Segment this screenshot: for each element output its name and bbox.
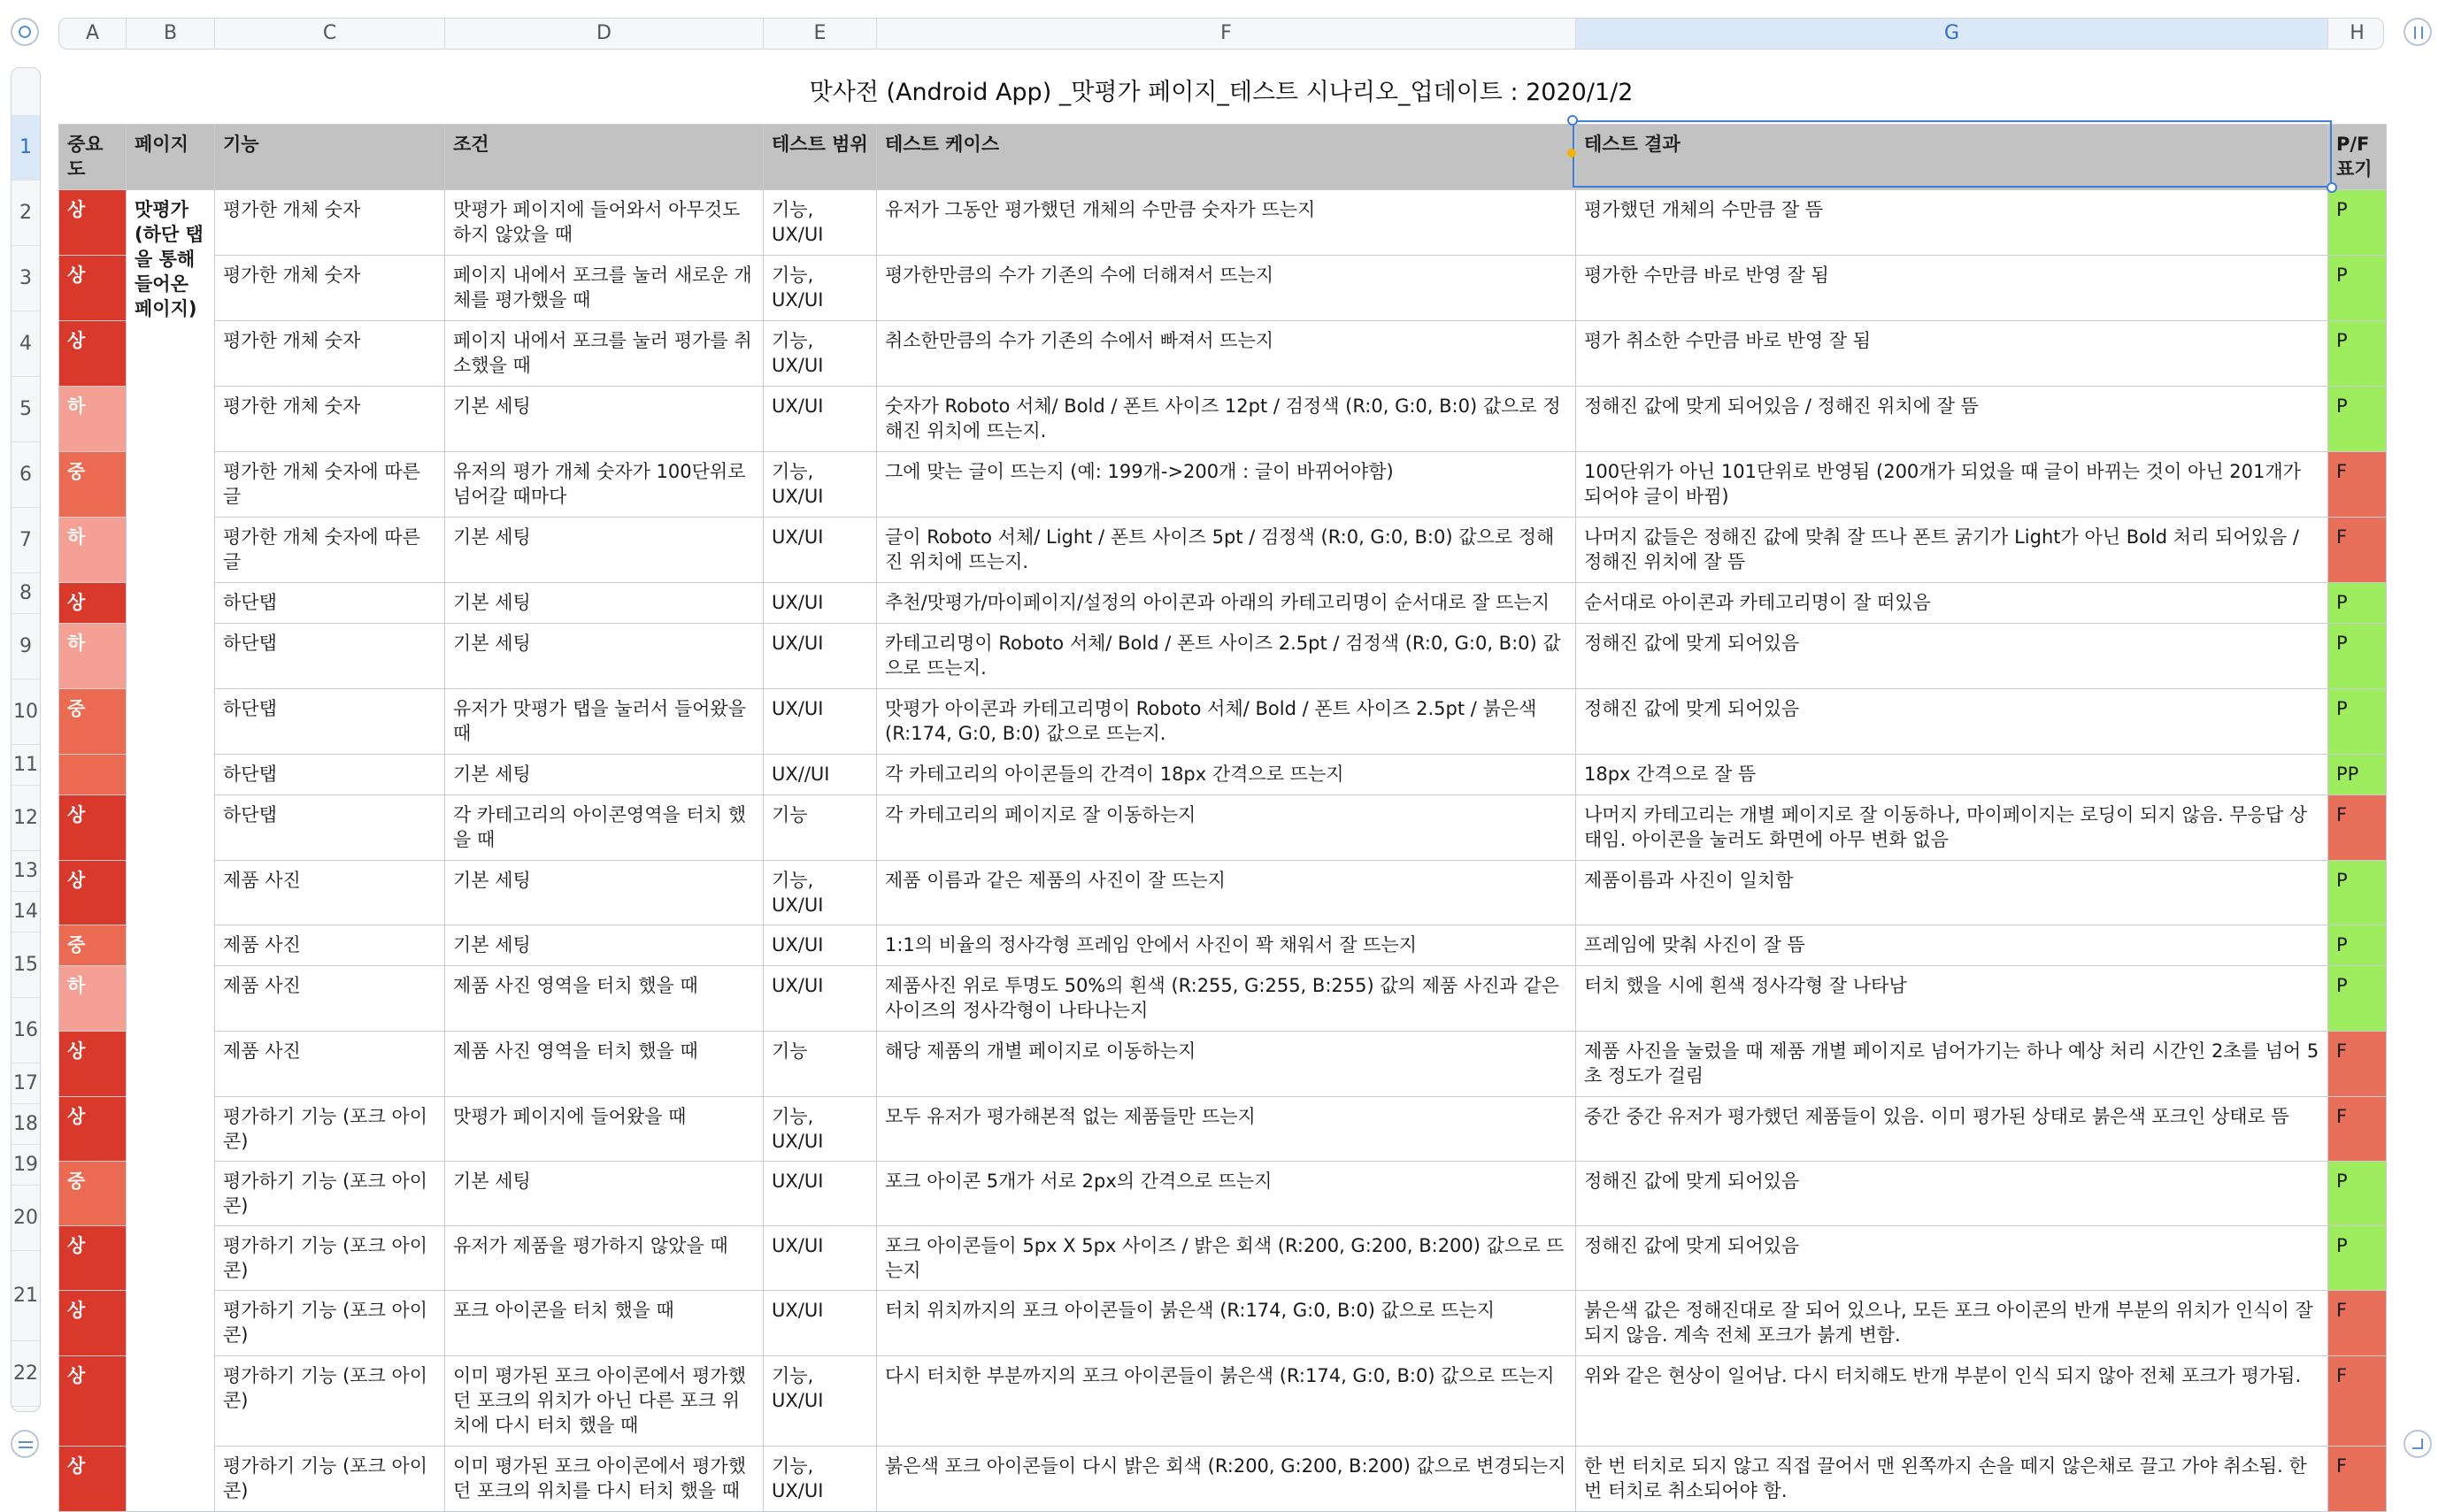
scope-cell[interactable]: UX/UI [764,689,877,755]
feature-cell[interactable]: 평가하기 기능 (포크 아이콘) [215,1226,445,1291]
test-case-cell[interactable]: 1:1의 비율의 정사각형 프레임 안에서 사진이 꽉 채워서 잘 뜨는지 [877,925,1576,966]
test-case-cell[interactable]: 포크 아이콘들이 5px X 5px 사이즈 / 밝은 회색 (R:200, G:200, B:200) 값으로 뜨는지 [877,1226,1576,1291]
freeze-rows-button[interactable] [11,1430,39,1458]
test-result-cell[interactable]: 정해진 값에 맞게 되어있음 [1576,1226,2328,1291]
condition-cell[interactable]: 기본 세팅 [445,925,764,966]
importance-cell[interactable]: 상 [59,861,127,925]
scope-cell[interactable]: 기능, UX/UI [764,1356,877,1447]
pass-fail-cell[interactable]: P [2328,1162,2387,1226]
column-header-h[interactable]: H [2328,19,2384,49]
pass-fail-cell[interactable]: P [2328,689,2387,755]
feature-cell[interactable]: 평가한 개체 숫자 [215,387,445,452]
resize-corner-icon [2412,1439,2423,1449]
test-result-cell[interactable]: 프레임에 맞춰 사진이 잘 뜸 [1576,925,2328,966]
condition-cell[interactable]: 페이지 내에서 포크를 눌러 평가를 취소했을 때 [445,321,764,387]
row-header-1[interactable]: 1 [12,115,40,180]
pass-fail-cell[interactable]: P [2328,190,2387,256]
freeze-columns-button[interactable] [2404,18,2432,46]
pass-fail-cell[interactable]: P [2328,861,2387,925]
test-result-cell[interactable]: 나머지 값들은 정해진 값에 맞춰 잘 뜨나 폰트 굵기가 Light가 아닌 Bold 처리 되어있음 / 정해진 위치에 잘 뜸 [1576,518,2328,583]
column-header-e[interactable]: E [764,19,877,49]
importance-cell[interactable]: 중 [59,452,127,518]
row-header-14[interactable]: 14 [12,892,40,933]
column-header-c[interactable]: C [215,19,445,49]
condition-cell[interactable]: 맛평가 페이지에 들어와서 아무것도 하지 않았을 때 [445,190,764,256]
test-result-cell[interactable]: 100단위가 아닌 101단위로 반영됨 (200개가 되었을 때 글이 바뀌는 것이 아닌 201개가 되어야 글이 바뀜) [1576,452,2328,518]
scope-cell[interactable]: UX/UI [764,925,877,966]
scope-cell[interactable]: 기능 [764,1032,877,1097]
header-result[interactable]: 테스트 결과 [1576,125,2328,190]
test-case-cell[interactable]: 카테고리명이 Roboto 서체/ Bold / 폰트 사이즈 2.5pt / 검정색 (R:0, G:0, B:0) 값으로 뜨는지. [877,624,1576,689]
table-row [59,518,2387,583]
test-result-cell[interactable]: 평가했던 개체의 수만큼 잘 뜸 [1576,190,2328,256]
table-row [59,1162,2387,1226]
feature-cell[interactable]: 평가하기 기능 (포크 아이콘) [215,1447,445,1512]
test-result-cell[interactable]: 붉은색 값은 정해진대로 잘 되어 있으나, 모든 포크 아이콘의 반개 부분의 위치가 인식이 잘 되지 않음. 계속 전체 포크가 붉게 변함. [1576,1291,2328,1356]
row-header-3[interactable]: 3 [12,246,40,311]
table-row [59,861,2387,925]
test-result-cell[interactable]: 위와 같은 현상이 일어남. 다시 터치해도 반개 부분이 인식 되지 않아 전체 포크가 평가됨. [1576,1356,2328,1447]
test-case-cell[interactable]: 숫자가 Roboto 서체/ Bold / 폰트 사이즈 12pt / 검정색 (R:0, G:0, B:0) 값으로 정해진 위치에 뜨는지. [877,387,1576,452]
condition-cell[interactable]: 제품 사진 영역을 터치 했을 때 [445,966,764,1032]
row-header-19[interactable]: 19 [12,1145,40,1186]
test-case-cell[interactable]: 유저가 그동안 평가했던 개체의 수만큼 숫자가 뜨는지 [877,190,1576,256]
condition-cell[interactable]: 유저가 제품을 평가하지 않았을 때 [445,1226,764,1291]
scope-cell[interactable]: 기능, UX/UI [764,190,877,256]
feature-cell[interactable]: 평가하기 기능 (포크 아이콘) [215,1097,445,1162]
condition-cell[interactable]: 기본 세팅 [445,755,764,795]
scope-cell[interactable]: UX/UI [764,1162,877,1226]
pass-fail-cell[interactable]: F [2328,795,2387,861]
test-case-cell[interactable]: 붉은색 포크 아이콘들이 다시 밝은 회색 (R:200, G:200, B:200) 값으로 변경되는지 [877,1447,1576,1512]
row-bars-icon [19,1441,33,1448]
test-case-cell[interactable]: 취소한만큼의 수가 기존의 수에서 빠져서 뜨는지 [877,321,1576,387]
test-result-cell[interactable]: 터치 했을 시에 흰색 정사각형 잘 나타남 [1576,966,2328,1032]
feature-cell[interactable]: 평가하기 기능 (포크 아이콘) [215,1162,445,1226]
feature-cell[interactable]: 평가한 개체 숫자 [215,256,445,321]
importance-cell[interactable]: 상 [59,1097,127,1162]
circle-icon [19,26,31,38]
column-header-d[interactable]: D [445,19,764,49]
pass-fail-cell[interactable]: P [2328,624,2387,689]
table-row [59,966,2387,1032]
importance-cell[interactable]: 상 [59,1447,127,1512]
scope-cell[interactable]: UX/UI [764,583,877,624]
column-bars-icon [2414,27,2423,39]
comment-indicator [1567,149,1576,157]
importance-cell[interactable]: 상 [59,1032,127,1097]
row-header-22[interactable]: 22 [12,1341,40,1407]
row-header-20[interactable]: 20 [12,1186,40,1251]
sheet-title[interactable]: 맛사전 (Android App) _맛평가 페이지_테스트 시나리오_업데이트 : 2020/1/2 [809,79,1634,106]
test-result-cell[interactable]: 나머지 카테고리는 개별 페이지로 잘 이동하나, 마이페이지는 로딩이 되지 않음. 무응답 상태임. 아이콘을 눌러도 화면에 아무 변화 없음 [1576,795,2328,861]
test-result-cell[interactable]: 평가한 수만큼 바로 반영 잘 됨 [1576,256,2328,321]
pass-fail-cell[interactable]: P [2328,583,2387,624]
table-row [59,256,2387,321]
test-case-cell[interactable]: 그에 맞는 글이 뜨는지 (예: 199개->200개 : 글이 바뀌어야함) [877,452,1576,518]
pass-fail-cell[interactable]: F [2328,1032,2387,1097]
condition-cell[interactable]: 기본 세팅 [445,583,764,624]
header-row [59,125,2387,190]
table-row [59,190,2387,256]
condition-cell[interactable]: 페이지 내에서 포크를 눌러 새로운 개체를 평가했을 때 [445,256,764,321]
test-case-cell[interactable]: 각 카테고리의 아이콘들의 간격이 18px 간격으로 뜨는지 [877,755,1576,795]
column-header-a[interactable]: A [59,19,127,49]
scope-cell[interactable]: UX/UI [764,1291,877,1356]
feature-cell[interactable]: 제품 사진 [215,861,445,925]
header-scope[interactable]: 테스트 범위 [764,125,877,190]
scope-cell[interactable]: UX/UI [764,1226,877,1291]
test-case-cell[interactable]: 제품 이름과 같은 제품의 사진이 잘 뜨는지 [877,861,1576,925]
feature-cell[interactable]: 평가한 개체 숫자 [215,321,445,387]
importance-cell[interactable] [59,755,127,795]
feature-cell[interactable]: 하단탭 [215,689,445,755]
importance-cell[interactable]: 상 [59,190,127,256]
feature-cell[interactable]: 평가하기 기능 (포크 아이콘) [215,1291,445,1356]
pass-fail-cell[interactable]: P [2328,1226,2387,1291]
importance-cell[interactable]: 상 [59,583,127,624]
feature-cell[interactable]: 하단탭 [215,795,445,861]
feature-cell[interactable]: 제품 사진 [215,925,445,966]
importance-cell[interactable]: 상 [59,1291,127,1356]
test-result-cell[interactable]: 제품 사진을 눌렀을 때 제품 개별 페이지로 넘어가기는 하나 예상 처리 시간인 2초를 넘어 5초 정도가 걸림 [1576,1032,2328,1097]
header-importance[interactable]: 중요도 [59,125,127,190]
header-case[interactable]: 테스트 케이스 [877,125,1576,190]
importance-cell[interactable]: 상 [59,1356,127,1447]
condition-cell[interactable]: 이미 평가된 포크 아이콘에서 평가했던 포크의 위치를 다시 터치 했을 때 [445,1447,764,1512]
test-case-cell[interactable]: 제품사진 위로 투명도 50%의 흰색 (R:255, G:255, B:255) 값의 제품 사진과 같은 사이즈의 정사각형이 나타나는지 [877,966,1576,1032]
feature-cell[interactable]: 하단탭 [215,624,445,689]
test-result-cell[interactable]: 순서대로 아이콘과 카테고리명이 잘 떠있음 [1576,583,2328,624]
table-row [59,795,2387,861]
importance-cell[interactable]: 하 [59,518,127,583]
importance-cell[interactable]: 하 [59,966,127,1032]
row-header-9[interactable]: 9 [12,614,40,679]
scope-cell[interactable]: 기능, UX/UI [764,452,877,518]
condition-cell[interactable]: 기본 세팅 [445,387,764,452]
test-result-cell[interactable]: 18px 간격으로 잘 뜸 [1576,755,2328,795]
condition-cell[interactable]: 유저의 평가 개체 숫자가 100단위로 넘어갈 때마다 [445,452,764,518]
table-row [59,321,2387,387]
pass-fail-cell[interactable]: F [2328,1356,2387,1447]
test-case-cell[interactable]: 해당 제품의 개별 페이지로 이동하는지 [877,1032,1576,1097]
pass-fail-cell[interactable]: P [2328,321,2387,387]
table-row [59,689,2387,755]
test-result-cell[interactable]: 제품이름과 사진이 일치함 [1576,861,2328,925]
feature-cell[interactable]: 평가하기 기능 (포크 아이콘) [215,1356,445,1447]
table-row [59,1447,2387,1512]
pass-fail-cell[interactable]: F [2328,518,2387,583]
row-header-7[interactable]: 7 [12,508,40,573]
condition-cell[interactable]: 제품 사진 영역을 터치 했을 때 [445,1032,764,1097]
scope-cell[interactable]: 기능 [764,795,877,861]
column-header-g[interactable]: G [1576,19,2328,49]
pass-fail-cell[interactable]: P [2328,256,2387,321]
importance-cell[interactable]: 중 [59,925,127,966]
feature-cell[interactable]: 제품 사진 [215,966,445,1032]
table-row [59,755,2387,795]
importance-cell[interactable]: 중 [59,1162,127,1226]
row-header-6[interactable]: 6 [12,442,40,508]
row-header-21[interactable]: 21 [12,1251,40,1341]
header-pf[interactable]: P/F 표기 [2328,125,2387,190]
table-row [59,1291,2387,1356]
test-result-cell[interactable]: 한 번 터치로 되지 않고 직접 끌어서 맨 왼쪽까지 손을 떼지 않은채로 끌고 가야 취소됨. 한 번 터치로 취소되어야 함. [1576,1447,2328,1512]
header-feature[interactable]: 기능 [215,125,445,190]
test-result-cell[interactable]: 평가 취소한 수만큼 바로 반영 잘 됨 [1576,321,2328,387]
test-result-cell[interactable]: 중간 중간 유저가 평가했던 제품들이 있음. 이미 평가된 상태로 붉은색 포크인 상태로 뜸 [1576,1097,2328,1162]
table-resize-button[interactable] [2404,1430,2432,1458]
row-header-17[interactable]: 17 [12,1063,40,1104]
row-header-2[interactable]: 2 [12,180,40,246]
condition-cell[interactable]: 포크 아이콘을 터치 했을 때 [445,1291,764,1356]
column-header-bar [58,18,2384,50]
condition-cell[interactable]: 각 카테고리의 아이콘영역을 터치 했을 때 [445,795,764,861]
importance-cell[interactable]: 상 [59,795,127,861]
selection-handle-bottom[interactable] [2327,182,2337,193]
condition-cell[interactable]: 맛평가 페이지에 들어왔을 때 [445,1097,764,1162]
table-row [59,452,2387,518]
row-header-18[interactable]: 18 [12,1104,40,1145]
row-header-bar [11,67,41,1412]
test-result-cell[interactable]: 정해진 값에 맞게 되어있음 / 정해진 위치에 잘 뜸 [1576,387,2328,452]
condition-cell[interactable]: 유저가 맛평가 탭을 눌러서 들어왔을 때 [445,689,764,755]
test-case-cell[interactable]: 글이 Roboto 서체/ Light / 폰트 사이즈 5pt / 검정색 (R:0, G:0, B:0) 값으로 정해진 위치에 뜨는지. [877,518,1576,583]
test-case-cell[interactable]: 평가한만큼의 수가 기존의 수에 더해져서 뜨는지 [877,256,1576,321]
row-header-4[interactable]: 4 [12,311,40,377]
importance-cell[interactable]: 상 [59,321,127,387]
test-case-cell[interactable]: 터치 위치까지의 포크 아이콘들이 붉은색 (R:174, G:0, B:0) 값으로 뜨는지 [877,1291,1576,1356]
pass-fail-cell[interactable]: P [2328,925,2387,966]
feature-cell[interactable]: 평가한 개체 숫자 [215,190,445,256]
test-result-cell[interactable]: 정해진 값에 맞게 되어있음 [1576,624,2328,689]
test-scenario-table [58,124,2387,1512]
scope-cell[interactable]: UX/UI [764,387,877,452]
scope-cell[interactable]: UX/UI [764,518,877,583]
test-result-cell[interactable]: 정해진 값에 맞게 되어있음 [1576,689,2328,755]
table-row [59,387,2387,452]
test-case-cell[interactable]: 맛평가 아이콘과 카테고리명이 Roboto 서체/ Bold / 폰트 사이즈 2.5pt / 붉은색 (R:174, G:0, B:0) 값으로 뜨는지. [877,689,1576,755]
column-header-b[interactable]: B [127,19,215,49]
test-case-cell[interactable]: 각 카테고리의 페이지로 잘 이동하는지 [877,795,1576,861]
test-case-cell[interactable]: 포크 아이콘 5개가 서로 2px의 간격으로 뜨는지 [877,1162,1576,1226]
importance-cell[interactable]: 하 [59,387,127,452]
scope-cell[interactable]: 기능, UX/UI [764,861,877,925]
test-case-cell[interactable]: 모두 유저가 평가해본적 없는 제품들만 뜨는지 [877,1097,1576,1162]
row-header-13[interactable]: 13 [12,851,40,892]
column-header-f[interactable]: F [877,19,1576,49]
row-header-16[interactable]: 16 [12,998,40,1063]
feature-cell[interactable]: 하단탭 [215,583,445,624]
table-row [59,624,2387,689]
importance-cell[interactable]: 상 [59,256,127,321]
scope-cell[interactable]: UX//UI [764,755,877,795]
condition-cell[interactable]: 기본 세팅 [445,518,764,583]
pass-fail-cell[interactable]: P [2328,966,2387,1032]
scope-cell[interactable]: 기능, UX/UI [764,256,877,321]
test-case-cell[interactable]: 다시 터치한 부분까지의 포크 아이콘들이 붉은색 (R:174, G:0, B:0) 값으로 뜨는지 [877,1356,1576,1447]
row-header-11[interactable]: 11 [12,745,40,786]
scope-cell[interactable]: UX/UI [764,624,877,689]
scope-cell[interactable]: 기능, UX/UI [764,321,877,387]
row-header-8[interactable]: 8 [12,573,40,614]
condition-cell[interactable]: 기본 세팅 [445,624,764,689]
page-cell[interactable]: 맛평가 (하단 탭을 통해 들어온 페이지) [127,190,215,1512]
row-header-15[interactable]: 15 [12,933,40,998]
scope-cell[interactable]: 기능, UX/UI [764,1097,877,1162]
importance-cell[interactable]: 하 [59,624,127,689]
test-case-cell[interactable]: 추천/맛평가/마이페이지/설정의 아이콘과 아래의 카테고리명이 순서대로 잘 뜨는지 [877,583,1576,624]
pass-fail-cell[interactable]: F [2328,1291,2387,1356]
table-row [59,1032,2387,1097]
table-row [59,1097,2387,1162]
condition-cell[interactable]: 기본 세팅 [445,861,764,925]
header-page[interactable]: 페이지 [127,125,215,190]
pass-fail-cell[interactable]: F [2328,1097,2387,1162]
test-result-cell[interactable]: 정해진 값에 맞게 되어있음 [1576,1162,2328,1226]
row-header-12[interactable]: 12 [12,786,40,851]
pass-fail-cell[interactable]: F [2328,1447,2387,1512]
row-header-5[interactable]: 5 [12,377,40,442]
table-row [59,583,2387,624]
pass-fail-cell[interactable]: F [2328,452,2387,518]
feature-cell[interactable]: 평가한 개체 숫자에 따른 글 [215,518,445,583]
importance-cell[interactable]: 중 [59,689,127,755]
row-header-10[interactable]: 10 [12,679,40,745]
feature-cell[interactable]: 제품 사진 [215,1032,445,1097]
table-row [59,1226,2387,1291]
condition-cell[interactable]: 기본 세팅 [445,1162,764,1226]
feature-cell[interactable]: 하단탭 [215,755,445,795]
select-all-button[interactable] [11,18,39,46]
scope-cell[interactable]: 기능, UX/UI [764,1447,877,1512]
scope-cell[interactable]: UX/UI [764,966,877,1032]
pass-fail-cell[interactable]: PP [2328,755,2387,795]
pass-fail-cell[interactable]: P [2328,387,2387,452]
importance-cell[interactable]: 상 [59,1226,127,1291]
feature-cell[interactable]: 평가한 개체 숫자에 따른 글 [215,452,445,518]
selection-handle-top[interactable] [1567,115,1578,126]
table-row [59,925,2387,966]
header-condition[interactable]: 조건 [445,125,764,190]
condition-cell[interactable]: 이미 평가된 포크 아이콘에서 평가했던 포크의 위치가 아닌 다른 포크 위치에 다시 터치 했을 때 [445,1356,764,1447]
table-row [59,1356,2387,1447]
